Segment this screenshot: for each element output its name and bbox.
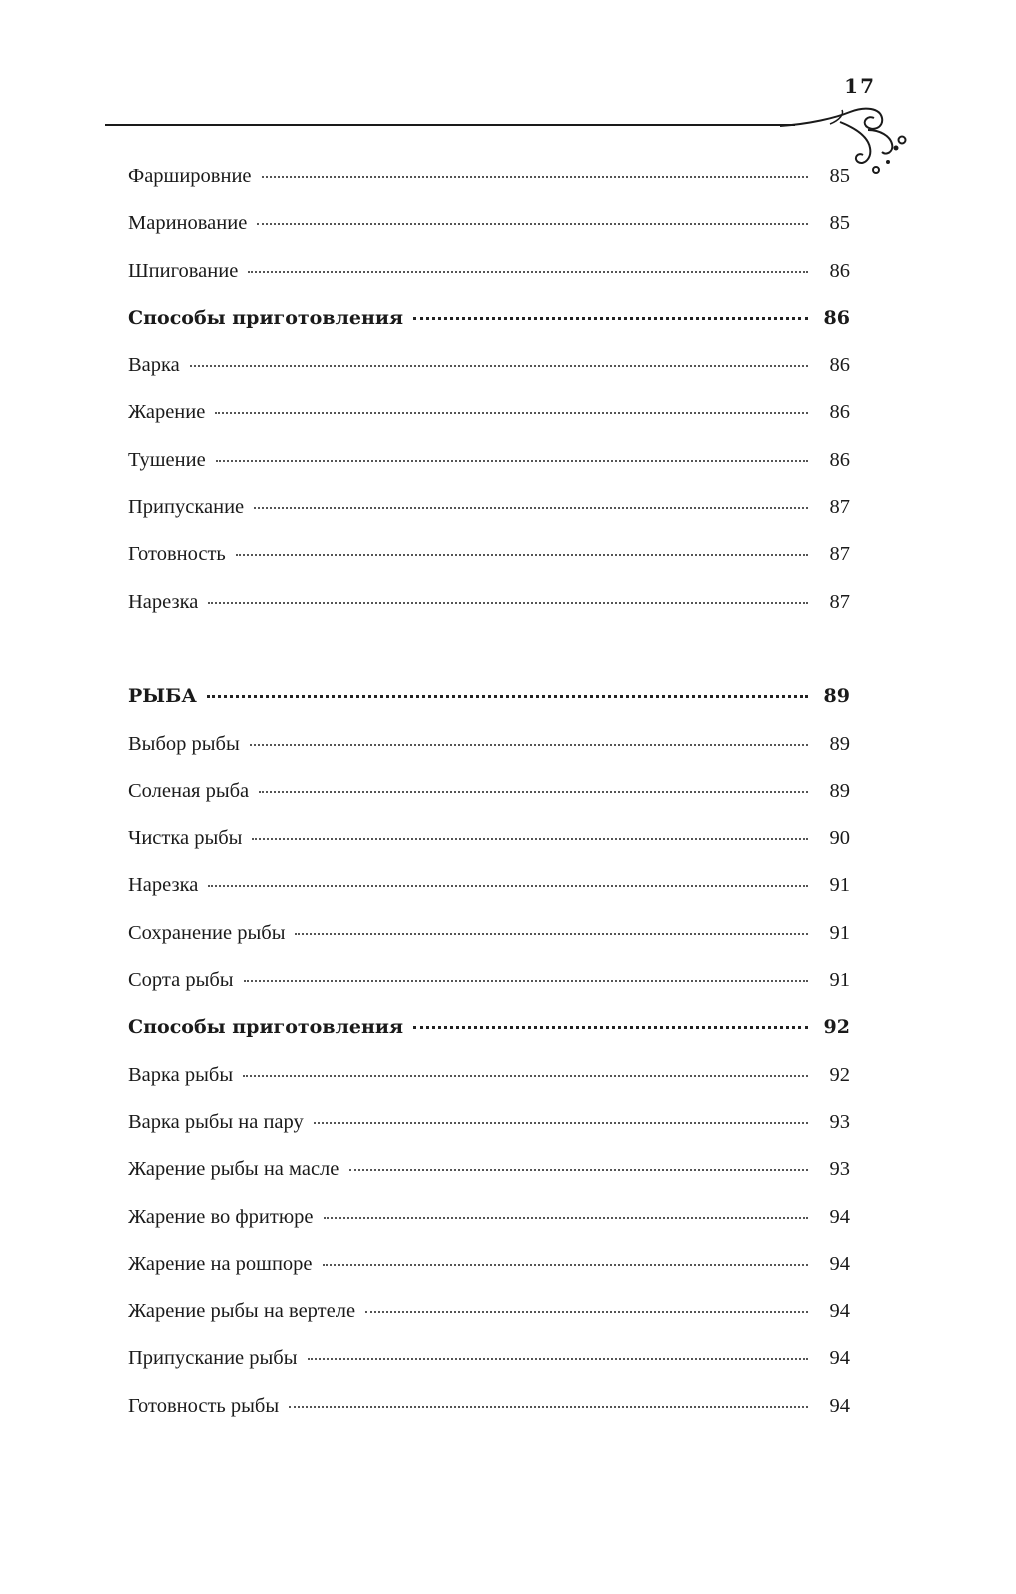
toc-dot-leader (208, 885, 808, 887)
toc-entry-label: Варка (128, 354, 180, 377)
toc-entry-label: Готовность (128, 543, 226, 566)
toc-entry[interactable] (128, 496, 850, 543)
toc-entry-page: 94 (829, 1394, 850, 1417)
toc-entry-label: Жарение во фритюре (128, 1205, 314, 1228)
toc-entry-label: Жарение рыбы на вертеле (128, 1300, 356, 1323)
toc-entry[interactable] (128, 1347, 850, 1394)
toc-entry-label: Чистка рыбы (128, 827, 243, 850)
toc-entry[interactable] (128, 733, 850, 780)
toc-entry-page: 87 (829, 543, 850, 566)
toc-entry[interactable] (128, 827, 850, 874)
toc-dot-leader (248, 271, 808, 273)
toc-dot-leader (259, 791, 808, 793)
toc-entry-label: Припускание (128, 496, 245, 519)
toc-entry[interactable] (128, 780, 850, 827)
toc-dot-leader (413, 317, 808, 320)
toc-entry-page: 85 (829, 165, 850, 187)
toc-dot-leader (208, 602, 808, 604)
toc-entry[interactable] (128, 354, 850, 401)
toc-dot-leader (349, 1169, 808, 1171)
toc-entry[interactable] (128, 1064, 850, 1111)
toc-entry-page: 89 (829, 732, 850, 755)
toc-entry-page: 91 (829, 874, 850, 897)
toc-entry[interactable] (128, 1395, 850, 1442)
toc-dot-leader (254, 507, 808, 509)
toc-entry[interactable] (128, 165, 850, 212)
toc-entry[interactable] (128, 1253, 850, 1300)
toc-entry[interactable] (128, 1158, 850, 1205)
toc-dot-leader (243, 1075, 808, 1077)
toc-entry-label: Сорта рыбы (128, 969, 234, 992)
toc-entry-page: 94 (829, 1252, 850, 1275)
toc-entry[interactable] (128, 969, 850, 1016)
toc-dot-leader (413, 1026, 808, 1029)
toc-entry-page: 90 (829, 827, 850, 850)
toc-entry-label: Варка рыбы на пару (128, 1110, 304, 1133)
toc-entry-label: Фаршировние (128, 165, 252, 187)
header-rule (105, 124, 795, 126)
toc-section-heading[interactable] (128, 1016, 850, 1063)
toc-dot-leader (190, 365, 808, 367)
toc-entry-label: Нарезка (128, 874, 199, 897)
toc-dot-leader (252, 838, 808, 840)
toc-entry-page: 85 (829, 212, 850, 235)
toc-group-meat (128, 165, 850, 638)
toc-entry[interactable] (128, 1111, 850, 1158)
toc-entry[interactable] (128, 260, 850, 307)
toc-entry-page: 89 (823, 685, 850, 708)
toc-dot-leader (289, 1406, 808, 1408)
toc-entry[interactable] (128, 449, 850, 496)
table-of-contents (128, 165, 850, 1442)
toc-entry[interactable] (128, 874, 850, 921)
toc-entry-page: 87 (829, 590, 850, 613)
toc-dot-leader (295, 933, 808, 935)
toc-entry-page: 92 (823, 1016, 850, 1039)
toc-dot-leader (323, 1264, 808, 1266)
toc-entry-label: Соленая рыба (128, 779, 250, 802)
toc-entry-page: 86 (829, 259, 850, 282)
toc-entry-label: Жарение (128, 401, 206, 424)
toc-dot-leader (365, 1311, 808, 1313)
toc-entry-label: Тушение (128, 448, 206, 471)
toc-entry-page: 92 (829, 1063, 850, 1086)
toc-entry[interactable] (128, 212, 850, 259)
toc-dot-leader (262, 176, 808, 178)
toc-dot-leader (314, 1122, 808, 1124)
toc-entry-page: 93 (829, 1158, 850, 1181)
toc-entry-page: 94 (829, 1300, 850, 1323)
toc-entry[interactable] (128, 401, 850, 448)
toc-entry-label: Жарение на рошпоре (128, 1252, 313, 1275)
toc-dot-leader (215, 412, 808, 414)
toc-dot-leader (216, 460, 808, 462)
toc-entry[interactable] (128, 543, 850, 590)
toc-entry-page: 86 (829, 354, 850, 377)
toc-entry-label: Способы приготовления (128, 306, 404, 329)
toc-section-heading[interactable] (128, 685, 850, 732)
toc-entry-label: Сохранение рыбы (128, 921, 286, 944)
toc-entry-page: 89 (829, 779, 850, 802)
toc-entry-label: Припускание рыбы (128, 1347, 298, 1370)
toc-entry-page: 87 (829, 496, 850, 519)
toc-entry-label: Готовность рыбы (128, 1394, 280, 1417)
toc-entry-label: Способы приготовления (128, 1016, 404, 1039)
toc-entry-label: Варка рыбы (128, 1063, 234, 1086)
toc-entry-label: Шпигование (128, 259, 239, 282)
toc-entry[interactable] (128, 1206, 850, 1253)
toc-entry-page: 94 (829, 1205, 850, 1228)
toc-entry-page: 91 (829, 969, 850, 992)
toc-section-heading[interactable] (128, 307, 850, 354)
toc-entry-label: Маринование (128, 212, 248, 235)
toc-entry-label: Жарение рыбы на масле (128, 1158, 340, 1181)
page-number: 17 (844, 74, 876, 98)
toc-entry[interactable] (128, 591, 850, 638)
toc-dot-leader (207, 695, 808, 698)
toc-entry[interactable] (128, 922, 850, 969)
toc-dot-leader (250, 744, 808, 746)
toc-entry-page: 86 (829, 448, 850, 471)
toc-entry-label: РЫБА (128, 685, 197, 708)
toc-entry[interactable] (128, 1300, 850, 1347)
toc-entry-label: Нарезка (128, 590, 199, 613)
toc-group-fish (128, 685, 850, 1442)
toc-entry-label: Выбор рыбы (128, 732, 240, 755)
toc-dot-leader (257, 223, 808, 225)
toc-entry-page: 86 (829, 401, 850, 424)
toc-entry-page: 93 (829, 1110, 850, 1133)
toc-entry-page: 86 (823, 306, 850, 329)
toc-entry-page: 91 (829, 921, 850, 944)
toc-dot-leader (308, 1358, 809, 1360)
toc-dot-leader (244, 980, 808, 982)
toc-dot-leader (236, 554, 808, 556)
toc-group-gap (128, 638, 850, 685)
toc-entry-page: 94 (829, 1347, 850, 1370)
toc-dot-leader (324, 1217, 808, 1219)
